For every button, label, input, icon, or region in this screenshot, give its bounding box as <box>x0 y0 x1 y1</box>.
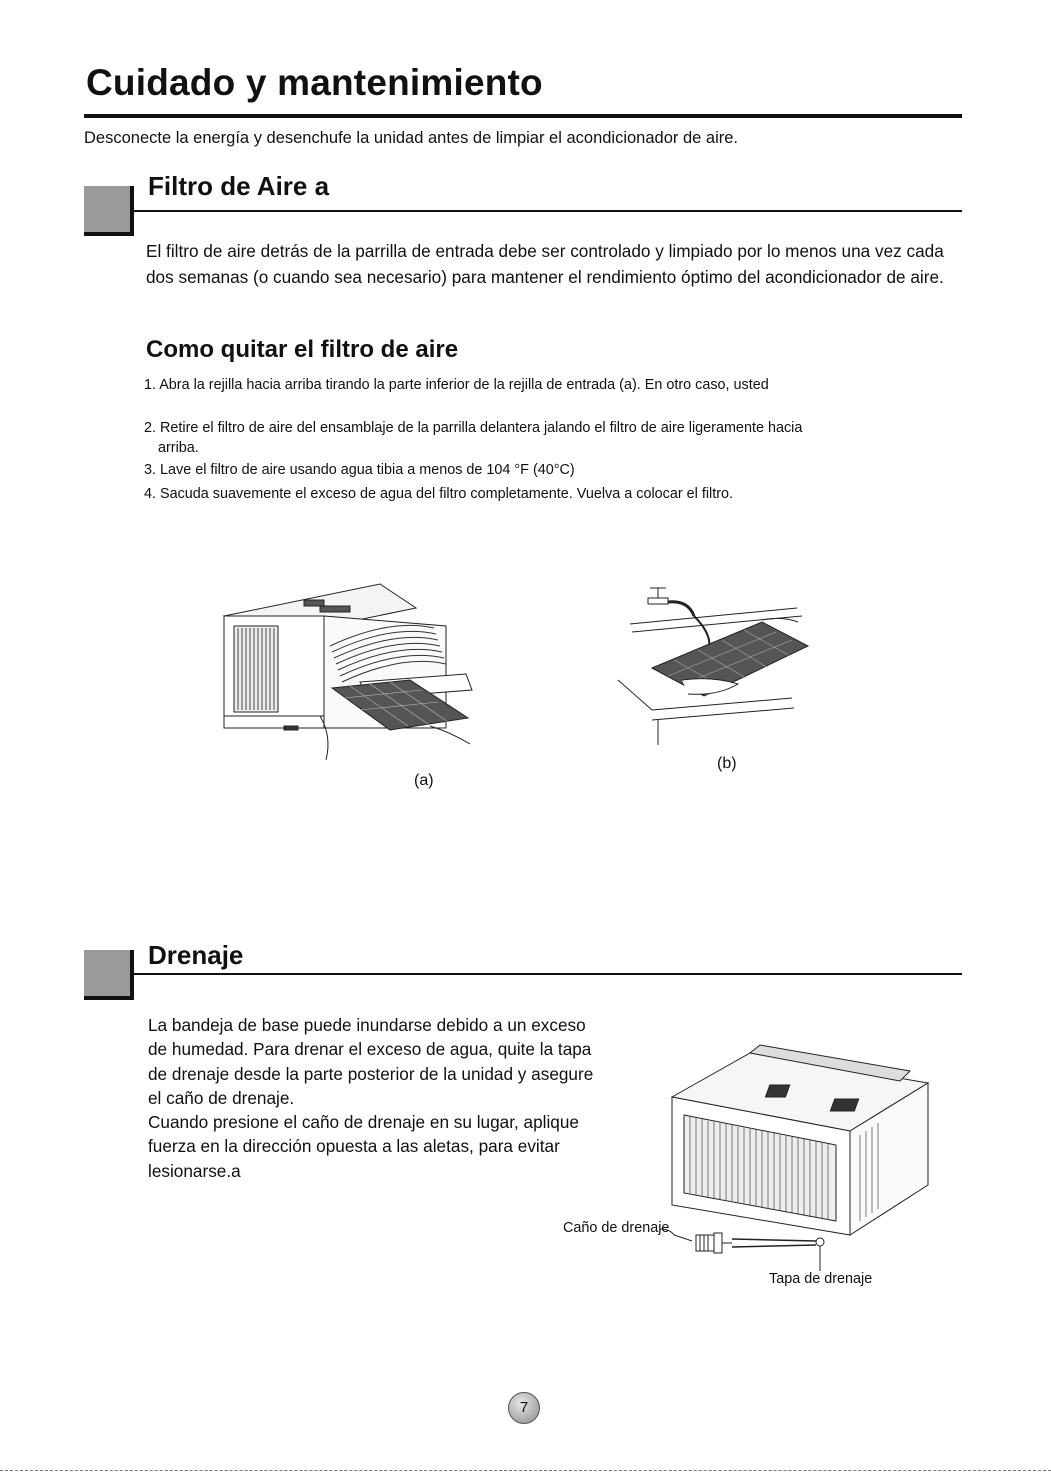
step-4: 4. Sacuda suavemente el exceso de agua del filtro completamente. Vuelva a colocar el filtro. <box>144 486 734 502</box>
drain-body-text <box>148 1013 628 1183</box>
label-drain-cap: Tapa de drenaje <box>769 1271 873 1287</box>
section-rule-filter <box>133 210 962 212</box>
step-2: 2. Retire el filtro de aire del ensamblaje de la parrilla delantera jalando el filtro de aire ligeramente hacia <box>144 420 803 436</box>
title-rule <box>84 114 962 118</box>
page-title: Cuidado y mantenimiento <box>86 62 543 103</box>
page-number: 7 <box>508 1392 540 1424</box>
drain-line: de drenaje desde la parte posterior de la unidad y asegure <box>148 1063 594 1084</box>
section-heading-drain: Drenaje <box>148 940 244 970</box>
subheading-remove-filter: Como quitar el filtro de aire <box>146 336 459 363</box>
intro-text: Desconecte la energía y desenchufe la unidad antes de limpiar el acondicionador de aire. <box>84 129 739 147</box>
section-rule-drain <box>133 973 962 975</box>
wash-filter-illustration <box>612 580 812 745</box>
bottom-dashed-line <box>0 1470 1051 1471</box>
drain-illustration <box>660 1035 940 1270</box>
drain-line: de humedad. Para drenar el exceso de agua, quite la tapa <box>148 1039 592 1060</box>
drain-line: lesionarse.a <box>148 1160 241 1181</box>
label-drain-spout: Caño de drenaje <box>563 1220 670 1236</box>
filter-body-text: El filtro de aire detrás de la parrilla de entrada debe ser controlado y limpiado por lo menos una vez cada dos semanas (o cuando sea necesario) para mantener el rendimiento óptimo del acondicionador de aire. <box>146 241 944 287</box>
ac-filter-illustration <box>220 578 490 768</box>
drain-line: Cuando presione el caño de drenaje en su lugar, aplique <box>148 1112 579 1133</box>
figure-b-caption: (b) <box>717 755 737 772</box>
step-2-continued: arriba. <box>158 440 199 456</box>
step-3: 3. Lave el filtro de aire usando agua tibia a menos de 104 °F (40°C) <box>144 462 575 478</box>
section-heading-filter: Filtro de Aire a <box>148 171 330 201</box>
section-marker-drain <box>84 950 134 1000</box>
drain-line: La bandeja de base puede inundarse debido a un exceso <box>148 1015 586 1035</box>
section-marker-filter <box>84 186 134 236</box>
step-1: 1. Abra la rejilla hacia arriba tirando la parte inferior de la rejilla de entrada (a). En otro caso, usted <box>144 377 769 393</box>
figure-a-caption: (a) <box>414 772 434 789</box>
drain-line: fuerza en la dirección opuesta a las aletas, para evitar <box>148 1136 560 1157</box>
drain-line: el caño de drenaje. <box>148 1087 295 1108</box>
